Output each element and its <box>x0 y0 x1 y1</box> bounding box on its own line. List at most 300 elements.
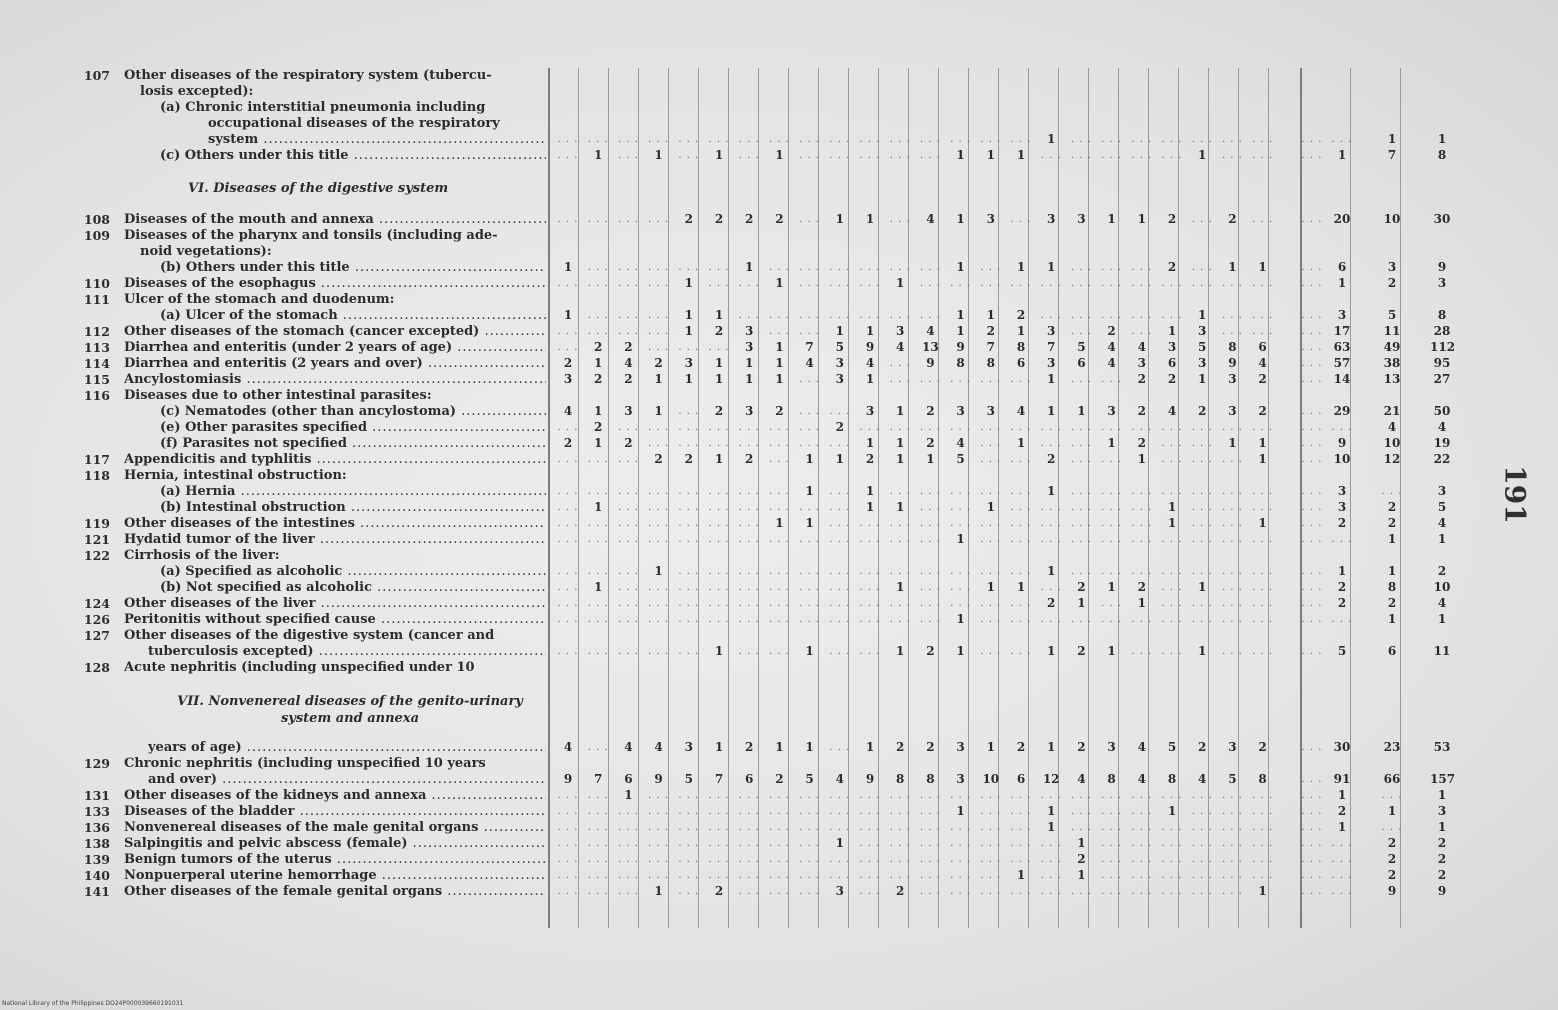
table-cell: . . . <box>738 806 760 817</box>
table-cell: . . . <box>1301 358 1323 369</box>
table-cell: . . . <box>1252 822 1274 833</box>
table-cell: . . . <box>587 822 609 833</box>
table-cell: . . . <box>1101 502 1123 513</box>
row-number: 109 <box>83 228 110 243</box>
table-cell: 2 <box>1258 404 1267 418</box>
table-cell: 3 <box>1047 212 1056 226</box>
table-cell: . . . <box>1161 454 1183 465</box>
row-label: Other diseases of the female genital organs ..... <box>124 884 546 899</box>
table-cell: . . . <box>768 326 790 337</box>
table-cell: . . . <box>829 566 851 577</box>
table-cell: . . . <box>950 854 972 865</box>
table-cell: 2 <box>865 452 875 466</box>
table-cell: 1 <box>1107 644 1116 658</box>
table-cell: 3 <box>1337 500 1347 514</box>
table-cell: 2 <box>775 212 784 226</box>
table-cell: 2 <box>926 740 935 754</box>
table-cell: . . . <box>648 582 670 593</box>
table-row <box>0 548 1558 563</box>
table-cell: . . . <box>1101 614 1123 625</box>
table-cell: . . . <box>1101 262 1123 273</box>
table-cell: . . . <box>1010 422 1032 433</box>
table-cell: . . . <box>648 486 670 497</box>
table-cell: . . . <box>1252 614 1274 625</box>
table-row <box>0 532 1558 547</box>
table-cell: . . . <box>557 854 579 865</box>
table-cell: . . . <box>980 598 1002 609</box>
table-cell: . . . <box>980 278 1002 289</box>
table-row <box>0 340 1558 355</box>
table-cell: . . . <box>829 646 851 657</box>
table-row <box>0 436 1558 451</box>
table-cell: . . . <box>1070 422 1092 433</box>
row-label: Other diseases of the respiratory system (tubercu- <box>124 68 492 83</box>
table-cell: 9 <box>654 772 663 786</box>
table-cell: . . . <box>708 134 730 145</box>
table-cell: . . . <box>1301 310 1323 321</box>
table-cell: . . . <box>1040 870 1062 881</box>
table-cell: . . . <box>1010 454 1032 465</box>
row-label: Benign tumors of the uterus ..... <box>124 852 546 867</box>
table-cell: . . . <box>557 614 579 625</box>
table-cell: . . . <box>1252 502 1274 513</box>
section-heading-genito-urinary: VII. Nonvenereal diseases of the genito-urinary system and annexa <box>177 694 523 726</box>
table-cell: 1 <box>1337 788 1347 802</box>
table-cell: 112 <box>1430 340 1456 354</box>
table-cell: . . . <box>950 822 972 833</box>
table-cell: . . . <box>859 134 881 145</box>
table-cell: . . . <box>1101 566 1123 577</box>
table-cell: . . . <box>1221 502 1243 513</box>
table-cell: . . . <box>1101 422 1123 433</box>
table-cell: . . . <box>648 614 670 625</box>
table-cell: . . . <box>738 534 760 545</box>
table-cell: 8 <box>956 356 965 370</box>
table-cell: 2 <box>624 340 633 354</box>
table-cell: 13 <box>1383 372 1401 386</box>
table-cell: 4 <box>1387 420 1397 434</box>
table-cell: . . . <box>919 422 941 433</box>
table-cell: . . . <box>1070 566 1092 577</box>
table-cell: . . . <box>1252 486 1274 497</box>
table-cell: . . . <box>768 566 790 577</box>
table-cell: . . . <box>859 806 881 817</box>
table-cell: 2 <box>1137 372 1146 386</box>
table-cell: 9 <box>926 356 935 370</box>
row-number: 140 <box>83 868 110 883</box>
table-cell: 20 <box>1333 212 1351 226</box>
table-cell: . . . <box>1070 262 1092 273</box>
table-cell: . . . <box>648 502 670 513</box>
table-cell: 4 <box>926 212 935 226</box>
row-label: losis excepted): <box>140 84 254 99</box>
table-cell: 2 <box>714 212 724 226</box>
table-cell: . . . <box>557 518 579 529</box>
table-cell: 4 <box>1198 772 1207 786</box>
table-cell: . . . <box>738 422 760 433</box>
table-cell: . . . <box>1301 278 1323 289</box>
table-cell: 1 <box>1198 644 1207 658</box>
table-cell: . . . <box>799 806 821 817</box>
table-cell: 5 <box>835 340 844 354</box>
table-cell: 157 <box>1430 772 1456 786</box>
table-cell: . . . <box>1101 854 1123 865</box>
table-cell: 1 <box>1258 884 1267 898</box>
table-cell: 1 <box>986 148 995 162</box>
table-cell: 3 <box>1337 308 1347 322</box>
table-cell: 2 <box>1047 452 1056 466</box>
table-cell: . . . <box>1010 614 1032 625</box>
table-cell: 2 <box>1167 260 1177 274</box>
table-cell: 5 <box>1337 644 1347 658</box>
table-cell: 3 <box>1198 356 1207 370</box>
page-number: 191 <box>1498 465 1532 524</box>
table-cell: . . . <box>1040 150 1062 161</box>
table-cell: 2 <box>745 212 754 226</box>
table-cell: . . . <box>648 534 670 545</box>
table-cell: 1 <box>986 500 995 514</box>
table-cell: . . . <box>829 614 851 625</box>
table-row <box>0 324 1558 339</box>
table-cell: 1 <box>594 500 603 514</box>
table-cell: 1 <box>956 212 965 226</box>
table-cell: 1 <box>835 452 844 466</box>
table-cell: . . . <box>1252 214 1274 225</box>
table-cell: . . . <box>1161 422 1183 433</box>
table-cell: . . . <box>859 838 881 849</box>
table-cell: 1 <box>835 836 844 850</box>
table-cell: . . . <box>1252 806 1274 817</box>
table-cell: 49 <box>1383 340 1401 354</box>
table-cell: . . . <box>1191 614 1213 625</box>
table-cell: . . . <box>799 134 821 145</box>
table-cell: . . . <box>859 822 881 833</box>
table-cell: 1 <box>956 804 965 818</box>
table-cell: 1 <box>775 372 784 386</box>
table-cell: 8 <box>1016 340 1026 354</box>
table-cell: . . . <box>1010 534 1032 545</box>
table-cell: . . . <box>1131 150 1153 161</box>
table-cell: 1 <box>1437 132 1447 146</box>
table-cell: 1 <box>956 612 965 626</box>
table-cell: . . . <box>1161 838 1183 849</box>
table-cell: . . . <box>1161 486 1183 497</box>
table-cell: . . . <box>648 134 670 145</box>
table-cell: . . . <box>980 374 1002 385</box>
table-cell: . . . <box>1010 518 1032 529</box>
row-number: 115 <box>83 372 110 387</box>
table-cell: . . . <box>1252 566 1274 577</box>
table-cell: 8 <box>926 772 935 786</box>
table-cell: 4 <box>1137 740 1146 754</box>
table-cell: . . . <box>799 886 821 897</box>
row-label: Appendicitis and typhlitis ..... <box>124 452 546 467</box>
table-cell: . . . <box>678 838 700 849</box>
table-cell: . . . <box>1301 854 1323 865</box>
table-cell: . . . <box>738 870 760 881</box>
row-label: (b) Not specified as alcoholic ..... <box>160 580 546 595</box>
table-cell: . . . <box>889 486 911 497</box>
table-cell: . . . <box>708 486 730 497</box>
table-cell: . . . <box>980 886 1002 897</box>
table-row <box>0 612 1558 627</box>
table-cell: . . . <box>889 790 911 801</box>
table-cell: . . . <box>859 582 881 593</box>
table-cell: 1 <box>1337 276 1347 290</box>
table-row <box>0 308 1558 323</box>
table-cell: . . . <box>738 278 760 289</box>
table-cell: . . . <box>1040 838 1062 849</box>
table-cell: 95 <box>1433 356 1451 370</box>
table-cell: . . . <box>859 646 881 657</box>
table-cell: 5 <box>1077 340 1086 354</box>
table-cell: . . . <box>980 262 1002 273</box>
table-cell: 1 <box>1258 516 1267 530</box>
table-cell: . . . <box>587 646 609 657</box>
table-cell: . . . <box>648 822 670 833</box>
table-cell: . . . <box>1331 838 1353 849</box>
table-cell: 1 <box>1387 564 1397 578</box>
table-cell: . . . <box>1381 486 1403 497</box>
table-cell: 1 <box>745 356 754 370</box>
table-cell: . . . <box>678 134 700 145</box>
table-cell: 2 <box>896 740 905 754</box>
table-cell: . . . <box>1070 310 1092 321</box>
table-cell: . . . <box>1101 486 1123 497</box>
table-cell: . . . <box>617 502 639 513</box>
table-cell: . . . <box>678 886 700 897</box>
table-cell: . . . <box>738 838 760 849</box>
table-cell: . . . <box>1221 486 1243 497</box>
table-cell: . . . <box>1101 534 1123 545</box>
table-cell: . . . <box>980 422 1002 433</box>
table-cell: 1 <box>654 372 663 386</box>
table-cell: . . . <box>859 534 881 545</box>
table-cell: . . . <box>1070 150 1092 161</box>
table-cell: 1 <box>684 372 693 386</box>
table-cell: 4 <box>1437 596 1447 610</box>
table-cell: 1 <box>775 516 784 530</box>
row-number: 116 <box>83 388 110 403</box>
table-cell: 1 <box>865 212 875 226</box>
table-cell: 1 <box>684 276 693 290</box>
table-cell: . . . <box>617 422 639 433</box>
table-cell: . . . <box>1221 870 1243 881</box>
table-cell: . . . <box>617 150 639 161</box>
table-cell: . . . <box>1161 134 1183 145</box>
row-label: Diseases of the esophagus ..... <box>124 276 546 291</box>
table-cell: 1 <box>1437 612 1447 626</box>
table-cell: . . . <box>768 838 790 849</box>
table-cell: . . . <box>1191 422 1213 433</box>
table-cell: . . . <box>829 582 851 593</box>
table-cell: 11 <box>1383 324 1401 338</box>
table-cell: . . . <box>678 262 700 273</box>
row-label: Cirrhosis of the liver: <box>124 548 280 563</box>
table-cell: 1 <box>926 452 935 466</box>
table-cell: 50 <box>1433 404 1451 418</box>
table-cell: . . . <box>1331 534 1353 545</box>
table-cell: 2 <box>1198 740 1207 754</box>
table-cell: . . . <box>1191 822 1213 833</box>
table-cell: . . . <box>859 598 881 609</box>
table-cell: . . . <box>1010 502 1032 513</box>
table-cell: . . . <box>859 310 881 321</box>
table-cell: . . . <box>1131 806 1153 817</box>
table-cell: 2 <box>896 884 905 898</box>
row-label: (b) Others under this title ..... <box>160 260 546 275</box>
table-cell: 9 <box>1387 884 1397 898</box>
table-cell: 1 <box>956 644 965 658</box>
table-cell: . . . <box>1010 886 1032 897</box>
table-cell: . . . <box>1191 790 1213 801</box>
table-cell: 2 <box>986 324 995 338</box>
table-cell: . . . <box>1191 502 1213 513</box>
table-cell: . . . <box>889 422 911 433</box>
table-cell: 1 <box>896 276 905 290</box>
table-cell: 3 <box>684 740 693 754</box>
table-cell: . . . <box>768 502 790 513</box>
table-cell: 3 <box>1107 740 1116 754</box>
table-cell: 1 <box>714 356 724 370</box>
row-label: Diarrhea and enteritis (under 2 years of age) ..... <box>124 340 546 355</box>
table-cell: 6 <box>1016 356 1026 370</box>
row-number: 107 <box>83 68 110 83</box>
table-cell: 2 <box>1258 372 1267 386</box>
table-cell: . . . <box>1010 646 1032 657</box>
table-cell: . . . <box>768 886 790 897</box>
table-cell: . . . <box>1301 326 1323 337</box>
table-cell: . . . <box>587 326 609 337</box>
table-cell: . . . <box>889 150 911 161</box>
table-cell: 1 <box>1047 484 1056 498</box>
table-cell: 3 <box>1387 260 1397 274</box>
table-row <box>0 740 1558 755</box>
table-row <box>0 628 1558 643</box>
table-cell: 4 <box>956 436 965 450</box>
table-cell: . . . <box>1070 806 1092 817</box>
row-label: Chronic nephritis (including unspecified 10 years <box>124 756 486 771</box>
table-cell: 1 <box>594 148 603 162</box>
table-cell: . . . <box>889 566 911 577</box>
table-cell: . . . <box>678 438 700 449</box>
table-cell: . . . <box>829 278 851 289</box>
table-cell: 8 <box>1437 148 1447 162</box>
table-cell: . . . <box>919 518 941 529</box>
table-cell: . . . <box>738 854 760 865</box>
table-cell: 1 <box>896 436 905 450</box>
table-cell: . . . <box>587 838 609 849</box>
table-cell: . . . <box>617 278 639 289</box>
table-cell: 1 <box>1198 308 1207 322</box>
table-cell: . . . <box>859 518 881 529</box>
table-row <box>0 452 1558 467</box>
table-cell: . . . <box>1221 518 1243 529</box>
table-cell: . . . <box>1191 454 1213 465</box>
table-cell: . . . <box>1131 646 1153 657</box>
table-cell: 7 <box>805 340 814 354</box>
table-cell: 17 <box>1333 324 1351 338</box>
table-cell: 2 <box>1107 324 1116 338</box>
table-cell: 3 <box>865 404 875 418</box>
table-cell: . . . <box>1040 790 1062 801</box>
table-cell: . . . <box>617 454 639 465</box>
table-cell: 1 <box>1258 436 1267 450</box>
table-cell: . . . <box>557 278 579 289</box>
row-label: Other diseases of the intestines ..... <box>124 516 546 531</box>
table-cell: 6 <box>1077 356 1086 370</box>
table-cell: . . . <box>557 134 579 145</box>
table-cell: . . . <box>950 790 972 801</box>
table-cell: . . . <box>1161 566 1183 577</box>
table-cell: . . . <box>1070 502 1092 513</box>
table-cell: 1 <box>805 740 814 754</box>
table-cell: . . . <box>1131 422 1153 433</box>
table-cell: . . . <box>678 870 700 881</box>
table-cell: . . . <box>1301 454 1323 465</box>
table-cell: 1 <box>1077 596 1086 610</box>
table-cell: 3 <box>956 740 965 754</box>
table-cell: . . . <box>617 310 639 321</box>
table-cell: . . . <box>678 806 700 817</box>
table-cell: 1 <box>865 500 875 514</box>
table-cell: 4 <box>1437 516 1447 530</box>
table-cell: . . . <box>889 134 911 145</box>
row-number: 122 <box>83 548 110 563</box>
table-cell: 2 <box>1437 564 1447 578</box>
table-cell: . . . <box>799 438 821 449</box>
table-cell: . . . <box>1131 518 1153 529</box>
table-cell: 38 <box>1383 356 1401 370</box>
table-cell: . . . <box>738 150 760 161</box>
table-cell: . . . <box>1131 854 1153 865</box>
table-cell: 21 <box>1383 404 1401 418</box>
row-label: Other diseases of the digestive system (cancer and <box>124 628 495 643</box>
table-cell: . . . <box>768 486 790 497</box>
table-cell: 3 <box>956 772 965 786</box>
table-cell: . . . <box>1070 822 1092 833</box>
table-cell: 1 <box>1016 868 1026 882</box>
table-cell: . . . <box>617 262 639 273</box>
table-cell: . . . <box>919 790 941 801</box>
table-cell: . . . <box>1191 438 1213 449</box>
table-cell: 1 <box>654 404 663 418</box>
table-cell: 1 <box>1077 868 1086 882</box>
table-cell: . . . <box>1040 278 1062 289</box>
table-cell: . . . <box>1191 262 1213 273</box>
table-cell: . . . <box>859 422 881 433</box>
table-cell: . . . <box>1101 838 1123 849</box>
table-cell: . . . <box>1301 614 1323 625</box>
table-cell: . . . <box>919 374 941 385</box>
table-cell: 9 <box>1437 260 1447 274</box>
table-cell: . . . <box>617 854 639 865</box>
table-cell: 7 <box>1047 340 1056 354</box>
row-label: (a) Specified as alcoholic ..... <box>160 564 546 579</box>
table-cell: . . . <box>648 342 670 353</box>
table-cell: . . . <box>799 870 821 881</box>
table-cell: . . . <box>1161 646 1183 657</box>
table-cell: 2 <box>1387 276 1397 290</box>
table-cell: . . . <box>708 614 730 625</box>
table-cell: 2 <box>1337 596 1347 610</box>
table-cell: . . . <box>557 422 579 433</box>
table-cell: . . . <box>557 326 579 337</box>
table-cell: 2 <box>1228 212 1237 226</box>
table-cell: 1 <box>1337 820 1347 834</box>
table-cell: . . . <box>1040 518 1062 529</box>
row-label: (b) Intestinal obstruction ..... <box>160 500 546 515</box>
